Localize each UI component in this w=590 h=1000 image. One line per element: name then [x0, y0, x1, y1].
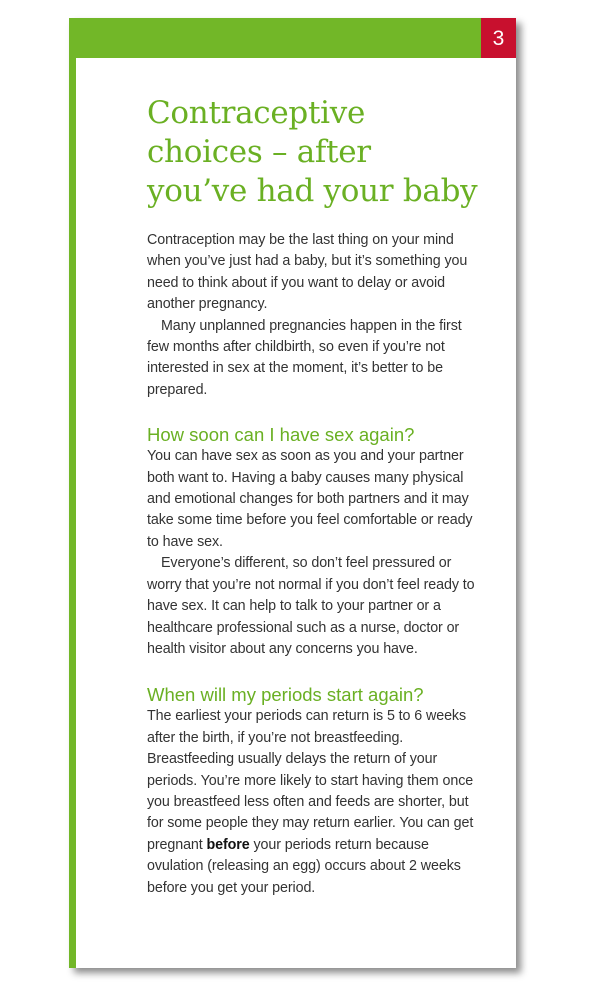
- intro-paragraph-1: Contraception may be the last thing on your mind when you’ve just had a baby, but it’s something you need to think about if you want to delay or avoid another pregnancy.: [147, 232, 468, 313]
- section2-paragraph-1: [147, 706, 487, 899]
- header-bar: [69, 18, 481, 58]
- main-content: [147, 94, 487, 899]
- section1-paragraph-2: Everyone’s different, so don’t feel pressured or worry that you’re not normal if you don’t feel ready to have sex. It can help to talk to your partner or a healthcare professional such as a nurse, doctor or health visitor about any concerns you have.: [147, 555, 475, 657]
- section1-paragraph-1: You can have sex as soon as you and your partner both want to. Having a baby causes many physical and emotional changes for both partners and it may take some time before you feel comfortable or ready to have sex.: [147, 448, 473, 550]
- section-heading-periods: When will my periods start again?: [147, 684, 424, 706]
- section2-emphasis-before: before: [206, 836, 250, 853]
- page-title: Contraceptive choices – after you’ve had your baby: [147, 95, 478, 209]
- intro-paragraph-2: Many unplanned pregnancies happen in the first few months after childbirth, so even if you’re not interested in sex at the moment, it’s better to be prepared.: [147, 317, 462, 398]
- leaflet-page: [69, 18, 516, 968]
- side-bar: [69, 18, 76, 968]
- section2-text-after: your periods return because ovulation (releasing an egg) occurs about 2 weeks before you get your period.: [147, 836, 461, 896]
- page-number-badge: [481, 18, 516, 58]
- section-heading-sex-again: How soon can I have sex again?: [147, 424, 415, 446]
- section2-text-before: The earliest your periods can return is 5 to 6 weeks after the birth, if you’re not breastfeeding. Breastfeeding usually delays the return of your periods. You’re more likely to start having them once you breastfeed less often and feeds are shorter, but for some people they may return earlier. You can get pregnant: [147, 708, 474, 853]
- page-number: 3: [492, 26, 505, 50]
